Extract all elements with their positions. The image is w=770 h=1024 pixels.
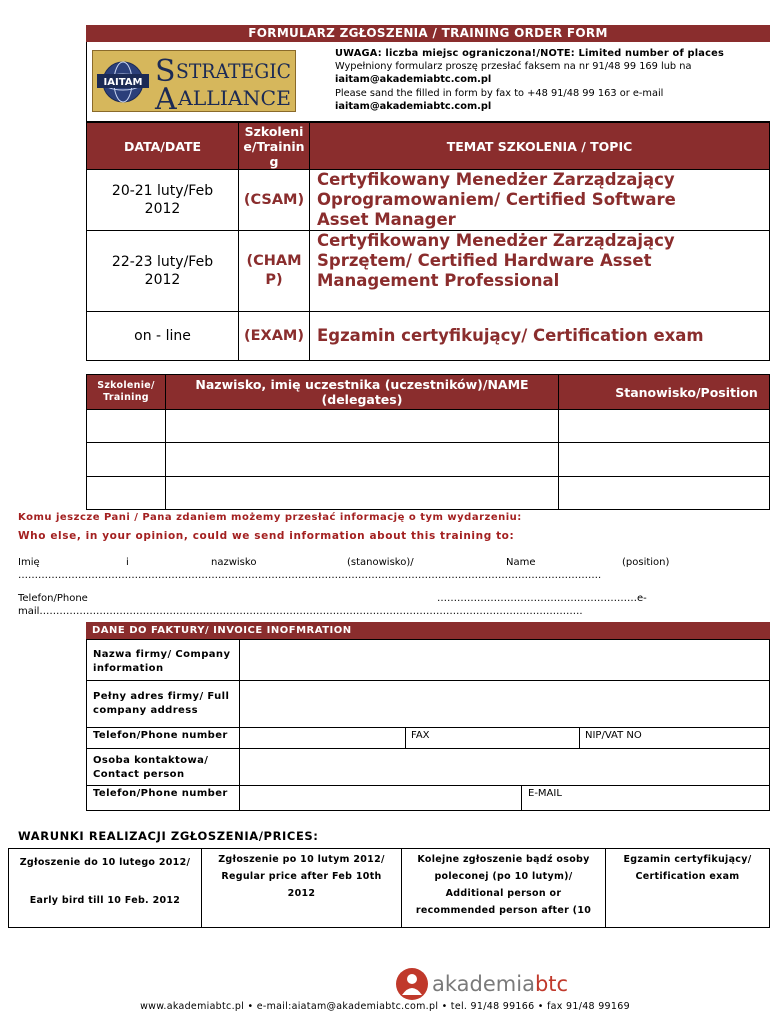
note-email-2: iaitam@akademiabtc.com.pl xyxy=(335,100,492,112)
col-header-date: DATA/DATE xyxy=(86,122,239,170)
participant-row-3-name[interactable] xyxy=(165,476,559,510)
note-fax-en: Please sand the filled in form by fax to +48 91/48 99 163 or e-mail xyxy=(335,87,664,99)
prices-title: WARUNKI REALIZACJI ZGŁOSZENIA/PRICES: xyxy=(18,829,319,843)
order-note xyxy=(335,47,770,113)
referral-question-en: Who else, in your opinion, could we send information about this training to: xyxy=(18,530,515,542)
invoice-fax-label: FAX xyxy=(411,730,430,741)
logo-alliance-text: ALLIANCE xyxy=(176,86,291,110)
brand-akademia: akademia xyxy=(432,972,535,996)
schedule-row-3-code: (EXAM) xyxy=(238,311,310,361)
invoice-company-label: Nazwa firmy/ Company information xyxy=(86,639,240,681)
invoice-contact-label: Osoba kontaktowa/ Contact person xyxy=(86,748,240,786)
form-title: FORMULARZ ZGŁOSZENIA / TRAINING ORDER FORM xyxy=(248,26,608,40)
participant-row-2-name[interactable] xyxy=(165,442,559,477)
invoice-header: DANE DO FAKTURY/ INVOICE INOFMRATION xyxy=(86,622,770,639)
referral-label-imie: Imię xyxy=(18,557,40,568)
participant-row-2-position[interactable] xyxy=(558,442,770,477)
footer-contact: www.akademiabtc.pl • e-mail:aiatam@akademiabtc.com.pl • tel. 91/48 99166 • fax 91/48 99169 xyxy=(140,1001,630,1012)
logo-iaitam-text: IAITAM xyxy=(103,77,143,88)
invoice-fax-field[interactable] xyxy=(405,727,580,749)
referral-phone-line[interactable]: ……………………………………………………e- xyxy=(437,593,647,604)
referral-phone-label: Telefon/Phone xyxy=(18,593,88,604)
referral-label-position: (position) xyxy=(622,557,670,568)
invoice-nip-label: NIP/VAT NO xyxy=(585,730,642,741)
referral-label-i: i xyxy=(126,557,129,568)
invoice-address-field[interactable] xyxy=(239,680,770,728)
schedule-row-3-topic: Egzamin certyfikujący/ Certification exam xyxy=(309,311,770,361)
schedule-row-2-date: 22-23 luty/Feb 2012 xyxy=(86,230,239,312)
schedule-row-1-date: 20-21 luty/Feb 2012 xyxy=(86,169,239,231)
note-limited-places: UWAGA: liczba miejsc ograniczona!/NOTE: Limited number of places xyxy=(335,48,724,59)
schedule-row-1-code: (CSAM) xyxy=(238,169,310,231)
referral-label-nazwisko: nazwisko xyxy=(211,557,257,568)
schedule-row-1-topic: Certyfikowany Menedżer Zarządzający Oprogramowaniem/ Certified Software Asset Manager xyxy=(309,169,770,231)
invoice-phone2-label: Telefon/Phone number xyxy=(86,785,240,811)
participant-row-1-training[interactable] xyxy=(86,409,166,443)
participant-row-1-position[interactable] xyxy=(558,409,770,443)
invoice-phone-label: Telefon/Phone number xyxy=(86,727,240,749)
price-col-exam: Egzamin certyfikujący/ Certification exam xyxy=(605,848,770,928)
price-col-regular: Zgłoszenie po 10 lutym 2012/ Regular price after Feb 10th 2012 xyxy=(201,848,402,928)
invoice-company-field[interactable] xyxy=(239,639,770,681)
svg-text:A: A xyxy=(155,82,177,113)
schedule-row-2-topic: Certyfikowany Menedżer Zarządzający Sprzętem/ Certified Hardware Asset Management Professional xyxy=(309,230,770,312)
referral-label-stanowisko: (stanowisko)/ xyxy=(347,557,414,568)
schedule-row-2-code: (CHAMP) xyxy=(238,230,310,312)
brand-btc: btc xyxy=(534,972,569,996)
logo-strategic-text: STRATEGIC xyxy=(176,59,291,83)
participants-col-training: Szkolenie/ Training xyxy=(86,374,166,410)
invoice-phone-field[interactable] xyxy=(239,727,406,749)
referral-email-line[interactable]: mail………………………………………………………………………………………………………………………………………………. xyxy=(18,606,583,617)
participant-row-3-training[interactable] xyxy=(86,476,166,510)
invoice-address-label: Pełny adres firmy/ Full company address xyxy=(86,680,240,728)
referral-label-name: Name xyxy=(506,557,536,568)
invoice-contact-field[interactable] xyxy=(239,748,770,786)
referral-question-pl: Komu jeszcze Pani / Pana zdaniem możemy przesłać informację o tym wydarzeniu: xyxy=(18,512,522,523)
akademiabtc-logo-icon xyxy=(395,967,429,1001)
invoice-phone2-field[interactable] xyxy=(239,785,522,811)
iaitam-logo xyxy=(92,50,296,112)
invoice-nip-field[interactable] xyxy=(579,727,770,749)
price-col-additional: Kolejne zgłoszenie bądź osoby poleconej (po 10 lutym)/ Additional person or recommended person after (10 xyxy=(401,848,606,928)
invoice-email-label: E-MAIL xyxy=(528,788,562,799)
participant-row-3-position[interactable] xyxy=(558,476,770,510)
participant-row-2-training[interactable] xyxy=(86,442,166,477)
participants-col-position: Stanowisko/Position xyxy=(558,374,770,410)
note-fax-pl: Wypełniony formularz proszę przesłać faksem na nr 91/48 99 169 lub na xyxy=(335,61,692,73)
referral-name-line[interactable]: …………………………………………………………………………………………………………………………………………………………. xyxy=(18,570,602,581)
schedule-row-3-date: on - line xyxy=(86,311,239,361)
price-col-early-bird: Zgłoszenie do 10 lutego 2012/ Early bird till 10 Feb. 2012 xyxy=(8,848,202,928)
participant-row-1-name[interactable] xyxy=(165,409,559,443)
akademiabtc-logo xyxy=(395,967,568,1001)
form-title-bar xyxy=(86,25,770,42)
note-email-1: iaitam@akademiabtc.com.pl xyxy=(335,74,492,86)
invoice-email-field[interactable] xyxy=(521,785,770,811)
col-header-training: Szkolenie/Training xyxy=(238,122,310,170)
participants-col-name: Nazwisko, imię uczestnika (uczestników)/NAME (delegates) xyxy=(165,374,559,410)
col-header-topic: TEMAT SZKOLENIA / TOPIC xyxy=(309,122,770,170)
svg-text:S: S xyxy=(155,54,176,89)
